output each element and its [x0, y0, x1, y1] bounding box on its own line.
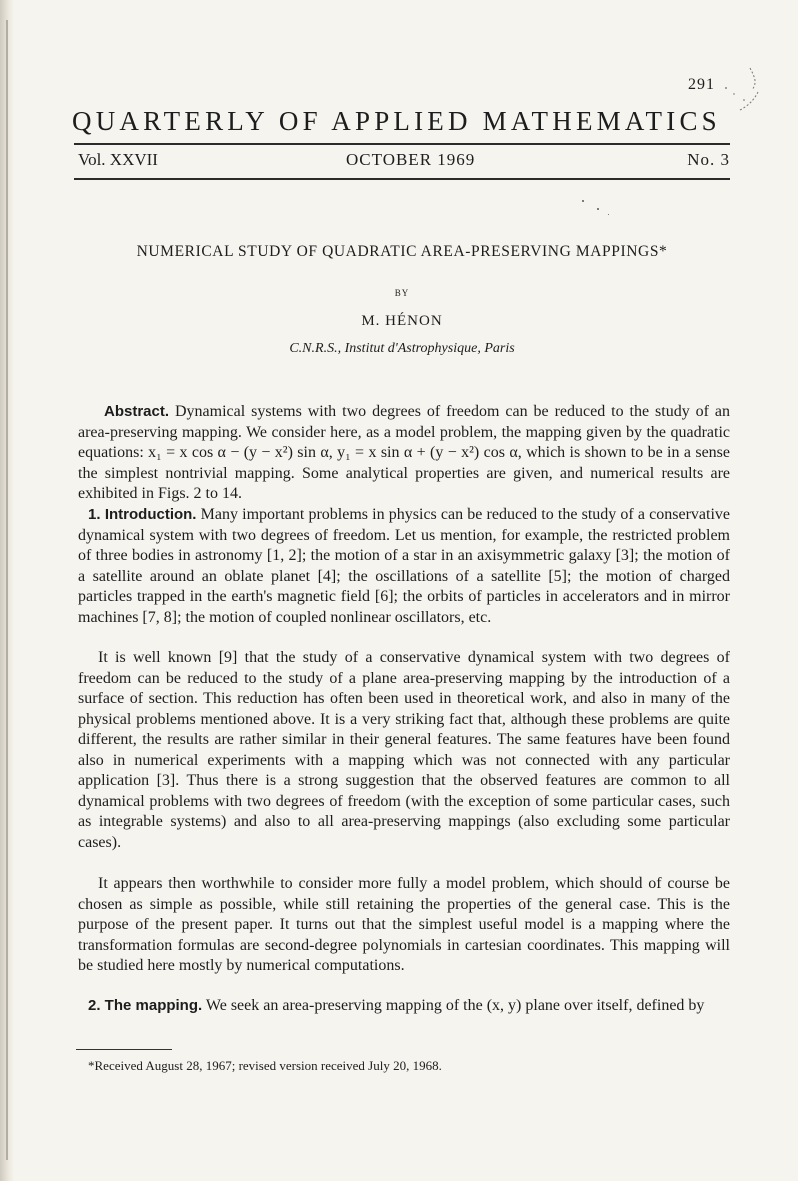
- page-number: 291: [688, 76, 715, 93]
- byline-label: BY: [394, 288, 410, 298]
- header-rule-top: [74, 143, 730, 145]
- mapping-paragraph-1-text: We seek an area-preserving mapping of the (x, y) plane over itself, defined by: [205, 997, 705, 1014]
- author-affiliation: C.N.R.S., Institut d'Astrophysique, Paris: [289, 341, 515, 356]
- article-title: NUMERICAL STUDY OF QUADRATIC AREA-PRESERVING MAPPINGS*: [136, 243, 668, 260]
- intro-paragraph-1: [78, 505, 730, 628]
- volume: Vol. XXVII: [78, 150, 158, 169]
- section-heading-introduction: 1. Introduction.: [88, 506, 197, 523]
- binding-line: [6, 20, 8, 1160]
- footnote-rule: [76, 1049, 172, 1050]
- abstract-text: Dynamical systems with two degrees of freedom can be reduced to the study of an area-preserving mapping. We consider here, as a model problem, the mapping given by the quadratic equations: x₁ = x cos α − (y − x²) sin α, y₁ = x sin α + (y − x²) cos α, which is shown to be in a sense the simplest nontrivial mapping. Some analytical properties are given, and numerical results are exhibited in Figs. 2 to 14.: [78, 403, 731, 502]
- paper-speck: [597, 208, 599, 210]
- issue-number: No. 3: [687, 150, 730, 169]
- paper-speck: [582, 200, 584, 202]
- journal-title: QUARTERLY OF APPLIED MATHEMATICS: [72, 106, 721, 136]
- intro-paragraph-1-text: Many important problems in physics can be reduced to the study of a conservative dynamical system with two degrees of freedom. Let us mention, for example, the restricted problem of three bodies in astronomy [1, 2]; the motion of a star in an axisymmetric galaxy [3]; the motion of a satellite around an oblate planet [4]; the oscillations of a satellite [5]; the motion of charged particles trapped in the earth's magnetic field [6]; the orbits of particles in accelerators and in mirror machines [7, 8]; the motion of coupled nonlinear oscillators, etc.: [78, 506, 731, 626]
- issue-line: [74, 150, 730, 174]
- section-heading-mapping: 2. The mapping.: [88, 997, 203, 1014]
- intro-paragraph-3: It appears then worthwhile to consider more fully a model problem, which should of course be chosen as simple as possible, while still retaining the properties of the general case. This is the purpose of the present paper. It turns out that the simplest useful model is a mapping where the transformation formulas are second-degree polynomials in cartesian coordinates. This mapping will be studied here mostly by numerical computations.: [78, 875, 730, 974]
- abstract-heading: Abstract.: [104, 403, 170, 420]
- intro-paragraph-2: It is well known [9] that the study of a conservative dynamical system with two degrees of freedom can be reduced to the study of a plane area-preserving mapping by the introduction of a surface of section. This reduction has often been used in theoretical work, and also in many of the physical problems mentioned above. It is a very striking fact that, although these problems are quite different, the results are rather similar in their general features. The same features have been found also in numerical experiments with a mapping which was not connected with any particular application [3]. Thus there is a strong suggestion that the observed features are common to all dynamical problems with two degrees of freedom (with the exception of some particular cases, such as integrable systems) and also to all area-preserving mappings (also excluding some particular cases).: [78, 649, 730, 851]
- mapping-paragraph-1: [78, 996, 730, 1017]
- footnote: *Received August 28, 1967; revised version received July 20, 1968.: [88, 1058, 442, 1073]
- author-name: M. HÉNON: [361, 313, 443, 329]
- abstract-paragraph: [78, 402, 730, 505]
- paper-speck: [608, 214, 609, 215]
- page-edge-shadow: [0, 0, 14, 1181]
- header-rule-bottom: [74, 178, 730, 180]
- issue-date: OCTOBER 1969: [346, 150, 476, 169]
